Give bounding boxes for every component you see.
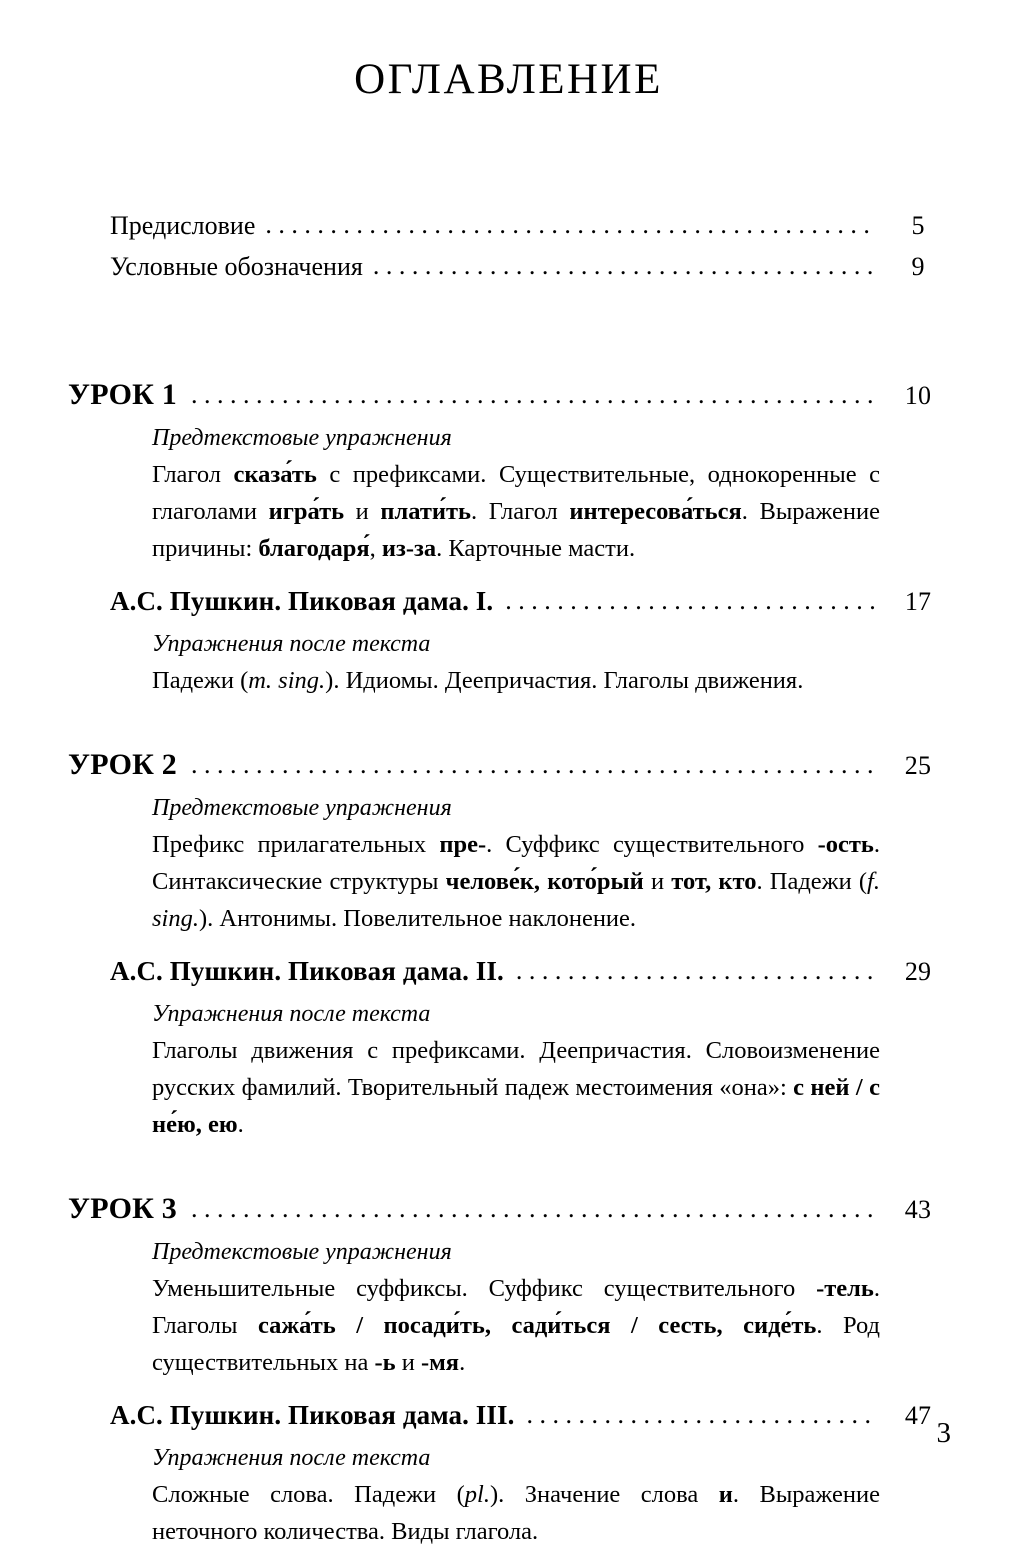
text-label: А.С. Пушкин. Пиковая дама. I. (110, 586, 494, 616)
pre-text-heading-3: Предтекстовые упражнения (152, 1239, 452, 1265)
toc-entry-lesson-1[interactable] (68, 375, 952, 416)
dot-leader (191, 1189, 878, 1229)
toc-entry-text-1[interactable] (110, 581, 952, 622)
dot-leader (191, 745, 878, 785)
pre-text-heading-1: Предтекстовые упражнения (152, 425, 452, 451)
toc-entry-conventions[interactable] (110, 246, 952, 287)
lesson-block-3 (68, 1189, 952, 1550)
text-page: 29 (904, 957, 932, 986)
pre-text-description-2: Префикс прилагательных пре-. Суффикс существительного -ость. Синтаксические структуры челове́к, кото́рый и тот, кто. Падежи (f. sing.). Антонимы. Повелительное наклонение. (152, 831, 880, 932)
lesson-label: УРОК 1 (68, 378, 177, 411)
dot-leader (373, 245, 878, 286)
toc-entry-label: Предисловие (110, 211, 256, 240)
lesson-label: УРОК 3 (68, 1192, 177, 1225)
toc-content (68, 205, 952, 1550)
toc-entry-lesson-2[interactable] (68, 745, 952, 786)
lesson-block-1 (68, 375, 952, 699)
post-text-description-1: Падежи (m. sing.). Идиомы. Деепричастия. Глаголы движения. (152, 667, 804, 694)
toc-entry-label: Условные обозначения (110, 252, 363, 281)
page-title: ОГЛАВЛЕНИЕ (354, 56, 663, 103)
lesson-block-2 (68, 745, 952, 1143)
toc-entry-text-3[interactable] (110, 1395, 952, 1436)
post-text-description-3: Сложные слова. Падежи (pl.). Значение слова и. Выражение неточного количества. Виды глагола. (152, 1481, 881, 1545)
toc-entry-page: 9 (911, 252, 925, 281)
lesson-page: 10 (904, 381, 932, 410)
post-text-description-2: Глаголы движения с префиксами. Деепричастия. Словоизменение русских фамилий. Творительный падеж местоимения «она»: с ней / с не́ю, ею. (152, 1037, 880, 1138)
text-label: А.С. Пушкин. Пиковая дама. II. (110, 956, 504, 986)
toc-entry-page: 5 (911, 211, 925, 240)
toc-entry-preface[interactable] (110, 205, 952, 246)
folio-page-number: 3 (936, 1417, 951, 1449)
lesson-page: 43 (904, 1195, 932, 1224)
dot-leader (526, 1395, 878, 1435)
dot-leader (265, 204, 878, 245)
post-text-heading-3: Упражнения после текста (152, 1445, 431, 1471)
dot-leader (505, 581, 878, 621)
dot-leader (191, 375, 878, 415)
lesson-label: УРОК 2 (68, 748, 177, 781)
text-page: 47 (904, 1401, 932, 1430)
lesson-page: 25 (904, 751, 932, 780)
dot-leader (516, 951, 878, 991)
post-text-heading-1: Упражнения после текста (152, 631, 431, 657)
post-text-heading-2: Упражнения после текста (152, 1001, 431, 1027)
pre-text-description-1: Глагол сказа́ть с префиксами. Существительные, однокоренные с глаголами игра́ть и плати́ть. Глагол интересова́ться. Выражение причины: благодаря́, из-за. Карточные масти. (152, 461, 880, 562)
toc-entry-lesson-3[interactable] (68, 1189, 952, 1230)
text-label: А.С. Пушкин. Пиковая дама. III. (110, 1400, 515, 1430)
toc-entry-text-2[interactable] (110, 951, 952, 992)
text-page: 17 (904, 587, 932, 616)
pre-text-heading-2: Предтекстовые упражнения (152, 795, 452, 821)
pre-text-description-3: Уменьшительные суффиксы. Суффикс существительного -тель. Глаголы сажа́ть / посади́ть, сади́ться / сесть, сиде́ть. Род существительных на -ь и -мя. (152, 1275, 880, 1376)
